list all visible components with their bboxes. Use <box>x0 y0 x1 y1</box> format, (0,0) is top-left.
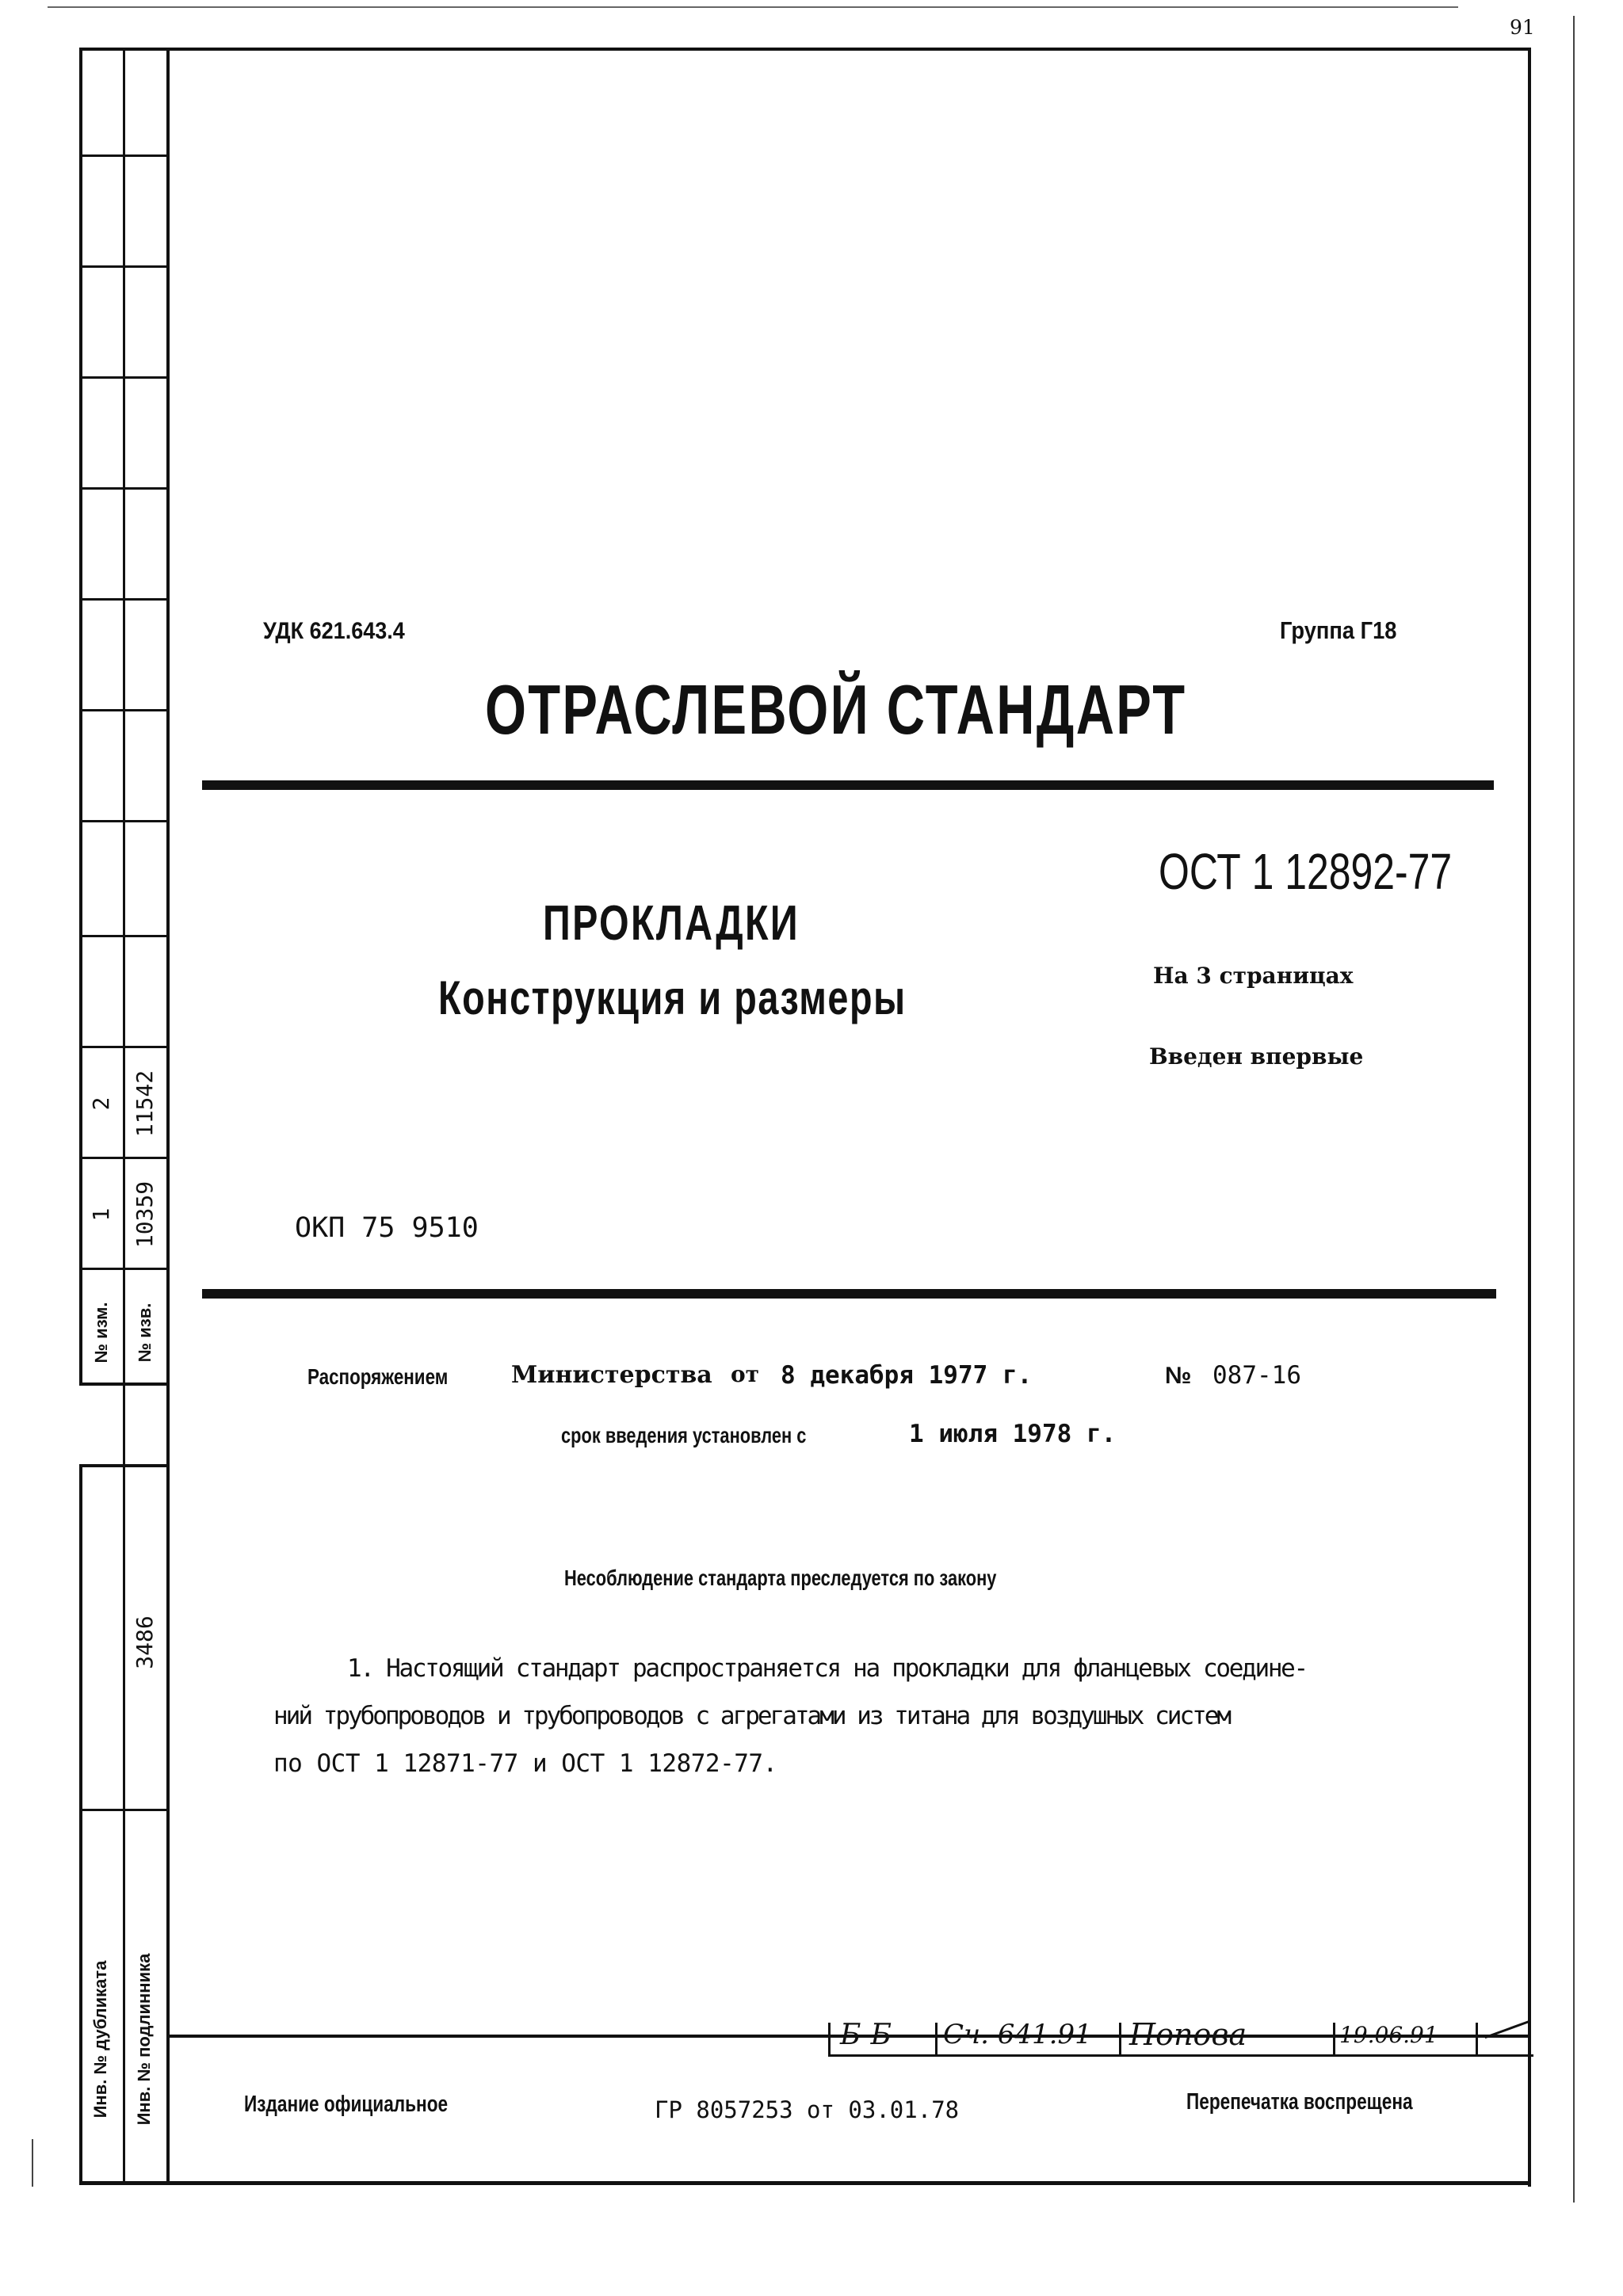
deadline-date: 1 июля 1978 г. <box>909 1420 1117 1448</box>
frame-left-outer-lower <box>79 1466 82 2183</box>
footer-registration: ГР 8057253 от 03.01.78 <box>655 2096 960 2123</box>
pages-count: На 3 страницах <box>1153 963 1354 989</box>
duplicate-inventory-label: Инв. № дубликата <box>90 1960 110 2119</box>
product-subtitle: Конструкция и размеры <box>438 971 907 1024</box>
product-title: ПРОКЛАДКИ <box>543 896 800 951</box>
page-number: 91 <box>1510 16 1535 39</box>
revision-notice-2: 11542 <box>132 1070 158 1138</box>
title-rule <box>202 780 1494 790</box>
decree-number: 087-16 <box>1212 1361 1301 1390</box>
frame-left-outer <box>79 48 82 1383</box>
deadline-label: срок введения установлен с <box>561 1423 807 1447</box>
paragraph-1-line-1: 1. Настоящий стандарт распространяется на прокладки для фланцевых соедине- <box>347 1654 1307 1683</box>
frame-left-mid <box>123 48 125 2185</box>
frame-top <box>79 48 1531 51</box>
revision-label-change: № изм. <box>91 1302 111 1363</box>
frame-right <box>1528 48 1531 2187</box>
udk-code: УДК 621.643.4 <box>263 618 405 644</box>
revision-change-1: 1 <box>88 1207 114 1222</box>
frame-left-inner <box>166 48 170 2185</box>
standard-rule <box>202 1289 1496 1299</box>
decree-from: от <box>731 1361 760 1387</box>
revision-label-notice: № изв. <box>135 1302 155 1363</box>
left-edge-mark <box>32 2139 33 2187</box>
original-inventory-label: Инв. № подлинника <box>134 1953 154 2126</box>
inventory-number: 3486 <box>132 1615 158 1669</box>
introduced-first: Введен впервые <box>1149 1043 1364 1070</box>
revision-change-2: 2 <box>88 1097 114 1111</box>
frame-bottom <box>79 2181 1531 2185</box>
footer-reprint-prohibited: Перепечатка воспрещена <box>1186 2089 1413 2115</box>
revision-notice-1: 10359 <box>132 1180 158 1249</box>
right-edge-mark <box>1573 16 1575 2203</box>
okp-code: ОКП 75 9510 <box>295 1212 479 1244</box>
handwritten-stamp-rule <box>828 2054 1533 2057</box>
paragraph-1-line-3: по ОСТ 1 12871-77 и ОСТ 1 12872-77. <box>273 1749 777 1778</box>
top-scan-line <box>48 6 1458 8</box>
decree-ministry: Министерства <box>511 1361 712 1389</box>
legal-warning: Несоблюдение стандарта преследуется по закону <box>564 1566 997 1590</box>
decree-by: Распоряжением <box>307 1364 449 1389</box>
decree-date: 8 декабря 1977 г. <box>781 1361 1033 1390</box>
standard-number: ОСТ 1 12892-77 <box>1159 843 1453 900</box>
footer-official-edition: Издание официальное <box>244 2092 449 2117</box>
paragraph-1-line-2: ний трубопроводов и трубопроводов с агрегатами из титана для воздушных систем <box>273 1702 1230 1730</box>
group-code: Группа Г18 <box>1280 616 1397 644</box>
decree-number-sign: № <box>1165 1363 1192 1389</box>
main-title: ОТРАСЛЕВОЙ СТАНДАРТ <box>485 670 1187 749</box>
